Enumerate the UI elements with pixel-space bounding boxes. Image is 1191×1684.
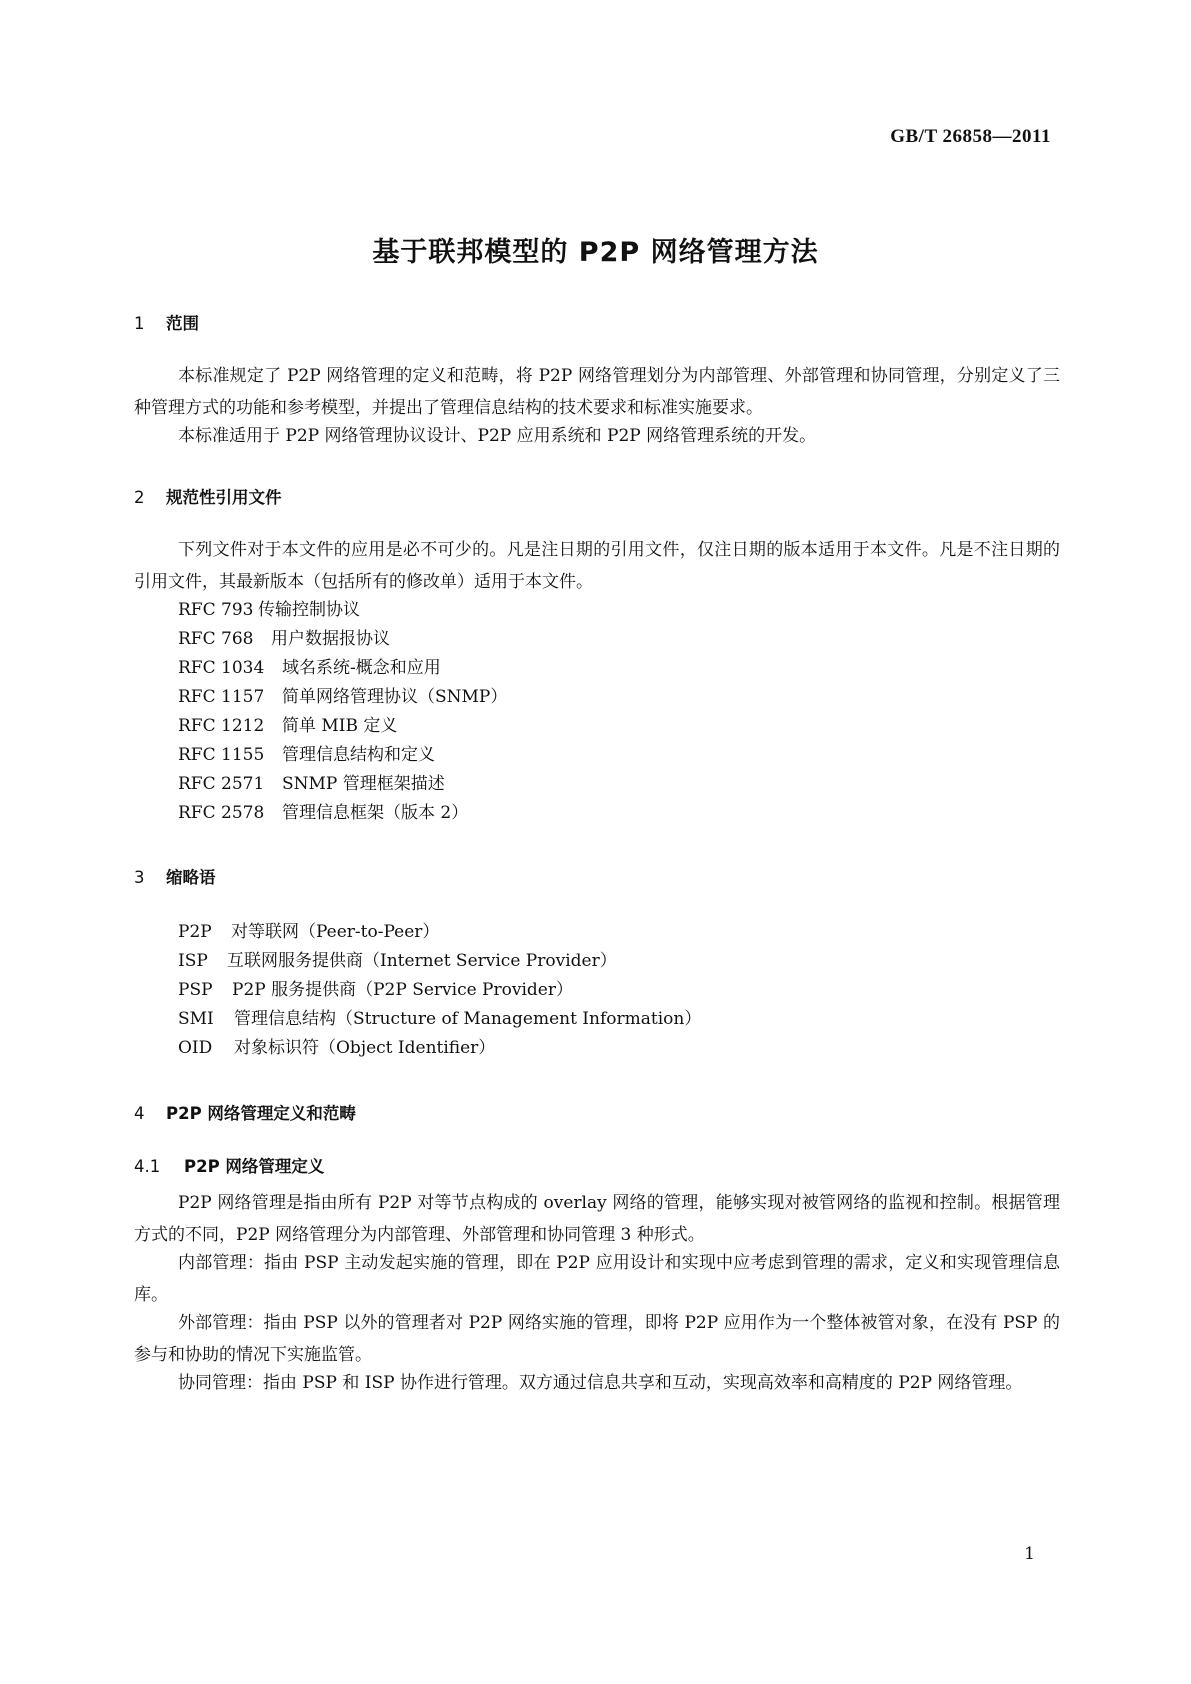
section-number: 4.1 [134,1157,161,1176]
section-number: 1 [134,314,145,333]
reference-item: RFC 2578 管理信息框架（版本 2） [178,803,469,823]
section-number: 4 [134,1104,145,1123]
section-title: P2P 网络管理定义 [184,1157,325,1176]
abbreviation-item: OID 对象标识符（Object Identifier） [178,1038,496,1058]
section-4-heading [134,1100,356,1124]
section-4-1-para-4: 协同管理：指由 PSP 和 ISP 协作进行管理。双方通过信息共享和互动，实现高效率和高精度的 P2P 网络管理。 [178,1373,1023,1393]
section-number: 3 [134,868,145,887]
section-title: 范围 [166,314,199,333]
section-title: P2P 网络管理定义和范畴 [166,1104,356,1123]
section-1-para-2: 本标准适用于 P2P 网络管理协议设计、P2P 应用系统和 P2P 网络管理系统的开发。 [178,426,817,446]
reference-item: RFC 1155 管理信息结构和定义 [178,745,435,765]
section-1-para-1: 本标准规定了 P2P 网络管理的定义和范畴，将 P2P 网络管理划分为内部管理、外部管理和协同管理，分别定义了三种管理方式的功能和参考模型，并提出了管理信息结构的技术要求和标准实施要求。 [134,366,1060,418]
section-number: 2 [134,488,145,507]
section-4-1-para-1: P2P 网络管理是指由所有 P2P 对等节点构成的 overlay 网络的管理，能够实现对被管网络的监视和控制。根据管理方式的不同，P2P 网络管理分为内部管理、外部管理和协同管理 3 种形式。 [134,1193,1060,1245]
standard-code: GB/T 26858—2011 [890,126,1051,147]
reference-item: RFC 1157 简单网络管理协议（SNMP） [178,687,508,707]
section-title: 规范性引用文件 [166,488,282,507]
section-2-heading [134,484,282,508]
section-1-heading [134,310,199,334]
reference-item: RFC 1034 域名系统-概念和应用 [178,658,441,678]
section-4-1-heading [134,1153,324,1177]
reference-item: RFC 1212 简单 MIB 定义 [178,716,398,736]
abbreviation-item: SMI 管理信息结构（Structure of Management Information） [178,1009,702,1029]
document-title: 基于联邦模型的 P2P 网络管理方法 [372,237,819,268]
abbreviation-item: P2P 对等联网（Peer-to-Peer） [178,922,440,942]
section-4-1-para-3: 外部管理：指由 PSP 以外的管理者对 P2P 网络实施的管理，即将 P2P 应用作为一个整体被管对象，在没有 PSP 的参与和协助的情况下实施监管。 [134,1313,1060,1365]
reference-item: RFC 2571 SNMP 管理框架描述 [178,774,445,794]
section-3-heading [134,864,216,888]
section-title: 缩略语 [166,868,216,887]
page-number: 1 [1024,1544,1035,1564]
section-2-intro: 下列文件对于本文件的应用是必不可少的。凡是注日期的引用文件，仅注日期的版本适用于本文件。凡是不注日期的引用文件，其最新版本（包括所有的修改单）适用于本文件。 [134,540,1060,592]
abbreviation-item: PSP P2P 服务提供商（P2P Service Provider） [178,980,573,1000]
reference-item: RFC 768 用户数据报协议 [178,629,390,649]
abbreviation-item: ISP 互联网服务提供商（Internet Service Provider） [178,951,617,971]
section-4-1-para-2: 内部管理：指由 PSP 主动发起实施的管理，即在 P2P 应用设计和实现中应考虑到管理的需求，定义和实现管理信息库。 [134,1253,1060,1305]
reference-item: RFC 793 传输控制协议 [178,600,360,620]
